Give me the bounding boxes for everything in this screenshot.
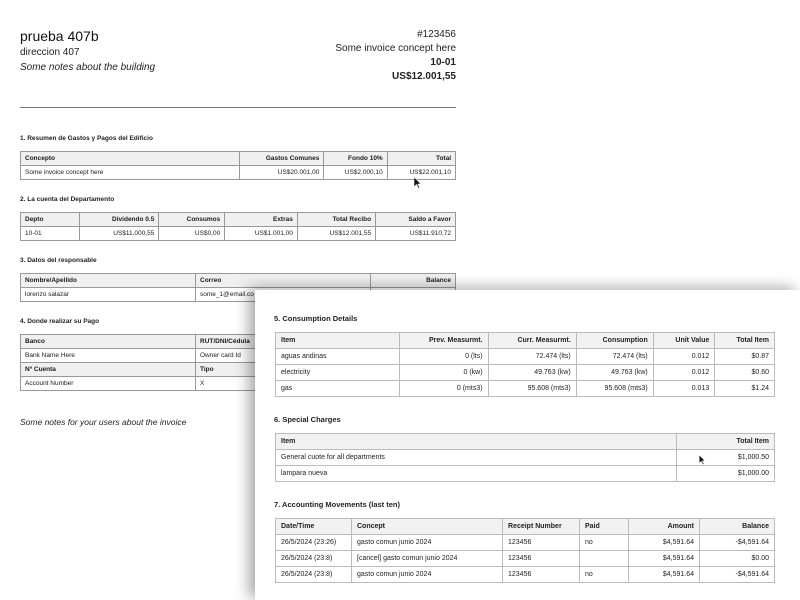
- table-header-row: [21, 152, 456, 166]
- col-correo: Correo: [196, 274, 371, 288]
- cell: Owner card Id: [196, 349, 456, 363]
- invoice-concept: Some invoice concept here: [335, 43, 456, 54]
- table-row: [276, 567, 775, 583]
- section-2-title: 2. La cuenta del Departamento: [20, 196, 115, 203]
- cell: 0.013: [653, 381, 715, 397]
- cell: -$4,591.64: [700, 535, 775, 551]
- cell: 0.012: [653, 365, 715, 381]
- cell: 10-01: [21, 227, 80, 241]
- col-consumption: Consumption: [576, 333, 653, 349]
- table-header-row: [276, 333, 775, 349]
- cell: US$12.001,55: [297, 227, 375, 241]
- table-row: [276, 551, 775, 567]
- cell: gas: [276, 381, 400, 397]
- cell: 49.763 (kw): [576, 365, 653, 381]
- invoice-unit: 10-01: [430, 57, 456, 68]
- col-concepto: Concepto: [21, 152, 240, 166]
- col-item: Item: [276, 434, 677, 450]
- cell: $0.60: [715, 365, 775, 381]
- cell: aguas andinas: [276, 349, 400, 365]
- col-date: Date/Time: [276, 519, 352, 535]
- col-total-recibo: Total Recibo: [297, 213, 375, 227]
- cell: $0.87: [715, 349, 775, 365]
- table-header-row: [276, 434, 775, 450]
- cell: 0 (lts): [400, 349, 489, 365]
- accounting-table: [275, 518, 775, 583]
- col-total: Total: [387, 152, 455, 166]
- table-header-row: [21, 213, 456, 227]
- cell: US$11.000,55: [80, 227, 159, 241]
- col-nombre: Nombre/Apellido: [21, 274, 196, 288]
- invoice-header-right: [335, 28, 456, 84]
- section-4-title: 4. Donde realizar su Pago: [20, 318, 100, 325]
- cell: lorenzo salazar: [21, 288, 196, 302]
- cell: $0.00: [700, 551, 775, 567]
- col-extras: Extras: [225, 213, 298, 227]
- cell: 26/5/2024 (23:8): [276, 567, 352, 583]
- cell: US$1.001,00: [225, 227, 298, 241]
- col-prev: Prev. Measurmt.: [400, 333, 489, 349]
- cell: $1,000.50: [677, 450, 775, 466]
- cell: 49.763 (kw): [488, 365, 576, 381]
- cell: [580, 551, 629, 567]
- consumption-table: [275, 332, 775, 397]
- invoice-header-left: [20, 28, 155, 73]
- building-notes: Some notes about the building: [20, 62, 156, 73]
- col-balance: Balance: [371, 274, 456, 288]
- col-depto: Depto: [21, 213, 80, 227]
- cell: some_1@email.co: [196, 288, 371, 302]
- col-unit-value: Unit Value: [653, 333, 715, 349]
- col-saldo-favor: Saldo a Favor: [376, 213, 456, 227]
- col-total-item: Total Item: [677, 434, 775, 450]
- cell: US$20.001,00: [240, 166, 324, 180]
- cell: gasto comun junio 2024: [352, 535, 503, 551]
- cell: $1.24: [715, 381, 775, 397]
- cell: 26/5/2024 (23:8): [276, 551, 352, 567]
- cell: 26/5/2024 (23:26): [276, 535, 352, 551]
- cell: no: [580, 535, 629, 551]
- cell: Bank Name Here: [21, 349, 196, 363]
- building-address: direccion 407: [20, 47, 80, 58]
- col-consumos: Consumos: [159, 213, 225, 227]
- table-row: [21, 166, 456, 180]
- cell: gasto comun junio 2024: [352, 567, 503, 583]
- cell: 72.474 (lts): [488, 349, 576, 365]
- table-row: [276, 349, 775, 365]
- table-row: [276, 381, 775, 397]
- department-table: [20, 212, 456, 241]
- cell: -$4,591.64: [700, 567, 775, 583]
- table-row: [276, 466, 775, 482]
- footer-note: Some notes for your users about the invoice: [20, 417, 187, 427]
- invoice-total: US$12.001,55: [392, 71, 456, 82]
- cell: $4,591.64: [629, 567, 700, 583]
- col-paid: Paid: [580, 519, 629, 535]
- cell: General cuote for all departments: [276, 450, 677, 466]
- table-header-row: [276, 519, 775, 535]
- cell: [cancel] gasto comun junio 2024: [352, 551, 503, 567]
- cell: 72.474 (lts): [576, 349, 653, 365]
- col-balance: Balance: [700, 519, 775, 535]
- section-3-title: 3. Datos del responsable: [20, 257, 97, 264]
- section-6-title: 6. Special Charges: [274, 415, 341, 424]
- consumption-details-panel: [255, 290, 800, 600]
- cell: 95.608 (mts3): [576, 381, 653, 397]
- section-7-title: 7. Accounting Movements (last ten): [274, 500, 400, 509]
- col-receipt: Receipt Number: [503, 519, 580, 535]
- table-header-row: [21, 274, 456, 288]
- cell: $4,591.64: [629, 535, 700, 551]
- col-banco: Banco: [21, 335, 196, 349]
- cell: Some invoice concept here: [21, 166, 240, 180]
- col-dividendo: Dividendo 0.5: [80, 213, 159, 227]
- cell: US$11.910,72: [376, 227, 456, 241]
- cell: US$2.000,10: [324, 166, 387, 180]
- col-item: Item: [276, 333, 400, 349]
- col-curr: Curr. Measurmt.: [488, 333, 576, 349]
- cell: 0 (kw): [400, 365, 489, 381]
- cell: 95.608 (mts3): [488, 381, 576, 397]
- cell: 123456: [503, 551, 580, 567]
- col-rut: RUT/DNI/Cédula: [196, 335, 456, 349]
- col-fondo: Fondo 10%: [324, 152, 387, 166]
- col-concept: Concept: [352, 519, 503, 535]
- cell: no: [580, 567, 629, 583]
- cell: $1,000.00: [677, 466, 775, 482]
- col-cuenta: Nº Cuenta: [21, 363, 196, 377]
- table-row: [21, 227, 456, 241]
- col-gastos-comunes: Gastos Comunes: [240, 152, 324, 166]
- col-amount: Amount: [629, 519, 700, 535]
- cell: 0.012: [653, 349, 715, 365]
- summary-table: [20, 151, 456, 180]
- cell: US$22.001,10: [387, 166, 455, 180]
- cell: lampara nueva: [276, 466, 677, 482]
- cell: electricity: [276, 365, 400, 381]
- col-total-item: Total Item: [715, 333, 775, 349]
- cell: 123456: [503, 567, 580, 583]
- col-tipo: Tipo: [196, 363, 456, 377]
- building-name: prueba 407b: [20, 28, 99, 44]
- table-row: [276, 535, 775, 551]
- header-divider: [20, 107, 456, 108]
- cell: X: [196, 377, 456, 391]
- cell: US$0,00: [159, 227, 225, 241]
- cell: Account Number: [21, 377, 196, 391]
- cell: 123456: [503, 535, 580, 551]
- cell: $4,591.64: [629, 551, 700, 567]
- section-5-title: 5. Consumption Details: [274, 314, 358, 323]
- section-1-title: 1. Resumen de Gastos y Pagos del Edificio: [20, 135, 153, 142]
- invoice-number: #123456: [417, 29, 456, 40]
- table-row: [276, 365, 775, 381]
- cell: 0 (mts3): [400, 381, 489, 397]
